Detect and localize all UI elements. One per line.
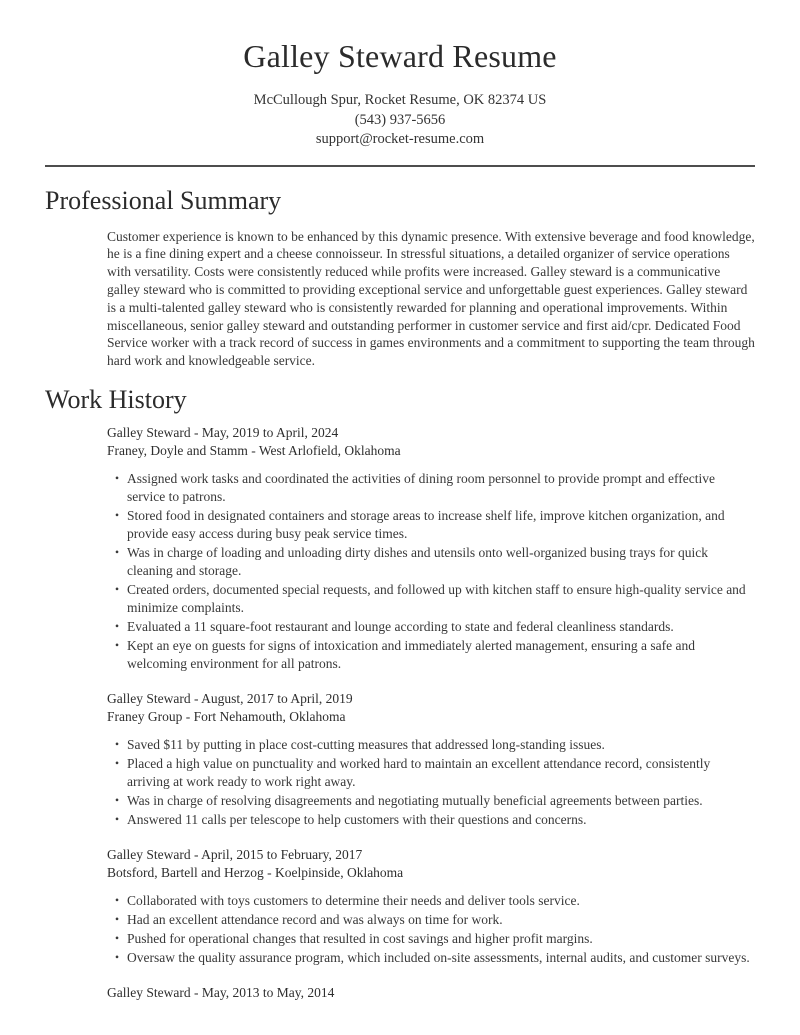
job-entry	[107, 424, 755, 673]
job-bullet: • Was in charge of resolving disagreements and negotiating mutually beneficial agreements between parties.	[107, 792, 755, 810]
job-company: Botsford, Bartell and Herzog - Koelpinside, Oklahoma	[107, 865, 404, 881]
job-title: Galley Steward - May, 2013 to May, 2014	[107, 985, 335, 1001]
job-entry	[107, 690, 755, 829]
job-bullet: • Stored food in designated containers and storage areas to increase shelf life, improve kitchen organization, and provide easy access during busy peak service times.	[107, 507, 755, 543]
job-bullet: • Oversaw the quality assurance program, which included on-site assessments, internal audits, and customer surveys.	[107, 949, 755, 967]
job-bullet: • Created orders, documented special requests, and followed up with kitchen staff to ensure high-quality service and minimize complaints.	[107, 581, 755, 617]
summary-text: Customer experience is known to be enhanced by this dynamic presence. With extensive beverage and food knowledge, he is a fine dining expert and a cheese connoisseur. In stressful situations, a detailed organizer of service operations with versatility. Costs were consistently reduced while profits were increased. Galley steward is a communicative galley steward who is committed to providing exceptional service and unforgettable guest experiences. Galley steward is a multi-talented galley steward who is consistently rewarded for planning and operational improvements. Within miscellaneous, senior galley steward and outstanding performer in customer service and first aid/cpr. Dedicated Food Service worker with a track record of success in games environments and a commitment to supporting the team through hard work and knowledgeable service.	[107, 228, 755, 369]
job-bullet: • Pushed for operational changes that resulted in cost savings and higher profit margins.	[107, 930, 755, 948]
job-bullets	[107, 470, 755, 673]
job-bullet: • Had an excellent attendance record and was always on time for work.	[107, 911, 755, 929]
job-bullet: • Placed a high value on punctuality and worked hard to maintain an excellent attendance record, consistently arriving at work ready to work right away.	[107, 755, 755, 791]
contact-address: McCullough Spur, Rocket Resume, OK 82374 US	[253, 92, 547, 108]
contact-phone: (543) 937-5656	[354, 111, 446, 128]
job-bullet: • Assigned work tasks and coordinated the activities of dining room personnel to provide prompt and effective service to patrons.	[107, 470, 755, 506]
contact-email: support@rocket-resume.com	[315, 131, 485, 147]
work-history-heading: Work History	[45, 385, 187, 415]
resume-header	[45, 36, 755, 150]
header-divider	[45, 165, 755, 167]
work-history-section	[45, 384, 755, 1002]
job-bullet: • Was in charge of loading and unloading dirty dishes and utensils onto well-organized busing trays for quick cleaning and storage.	[107, 544, 755, 580]
professional-summary-section	[45, 185, 755, 371]
job-company: Franey, Doyle and Stamm - West Arlofield, Oklahoma	[107, 443, 401, 459]
summary-heading: Professional Summary	[45, 185, 282, 215]
job-title: Galley Steward - April, 2015 to February, 2017	[107, 847, 363, 863]
job-list	[107, 424, 755, 1002]
job-bullet: • Evaluated a 11 square-foot restaurant and lounge according to state and federal cleanliness standards.	[107, 618, 755, 636]
job-entry	[107, 846, 755, 967]
contact-block	[45, 91, 755, 150]
job-entry	[107, 984, 755, 1002]
page-title: Galley Steward Resume	[243, 38, 557, 74]
job-bullet: • Saved $11 by putting in place cost-cutting measures that addressed long-standing issues.	[107, 736, 755, 754]
job-bullet: • Kept an eye on guests for signs of intoxication and immediately alerted management, ensuring a safe and welcoming environment for all patrons.	[107, 637, 755, 673]
job-bullets	[107, 892, 755, 967]
job-bullet: • Answered 11 calls per telescope to help customers with their questions and concerns.	[107, 811, 755, 829]
job-title: Galley Steward - May, 2019 to April, 2024	[107, 425, 339, 441]
job-title: Galley Steward - August, 2017 to April, 2019	[107, 691, 353, 707]
job-bullet: • Collaborated with toys customers to determine their needs and deliver tools service.	[107, 892, 755, 910]
job-company: Franey Group - Fort Nehamouth, Oklahoma	[107, 709, 346, 725]
job-bullets	[107, 736, 755, 829]
